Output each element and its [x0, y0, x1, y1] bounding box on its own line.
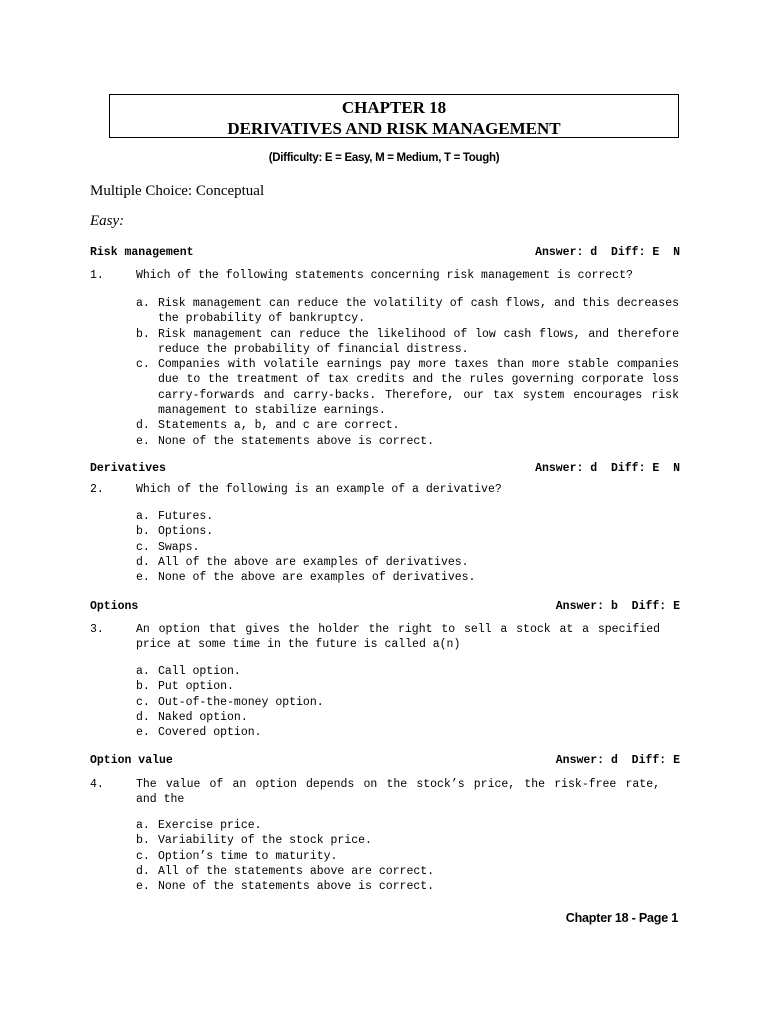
option-text: None of the statements above is correct.: [158, 434, 435, 448]
option-letter: a.: [136, 819, 150, 832]
option-text: Risk management can reduce the likelihood of low cash flows, and therefore reduce the probability of financial distress.: [158, 327, 679, 356]
option-letter: c.: [136, 540, 150, 554]
option-letter: e.: [136, 571, 150, 585]
option-list: [136, 296, 679, 449]
option-item: [136, 818, 679, 833]
option-letter: e.: [136, 726, 150, 740]
page-footer: Chapter 18 - Page 1: [565, 911, 678, 925]
option-letter: d.: [136, 710, 150, 724]
question-topic: Option value: [90, 754, 173, 767]
option-text: None of the statements above is correct.: [158, 880, 435, 894]
difficulty-legend: (Difficulty: E = Easy, M = Medium, T = Tough): [268, 152, 500, 164]
option-text: Naked option.: [158, 710, 248, 724]
option-text: Swaps.: [158, 540, 200, 554]
question-text: An option that gives the holder the right to sell a stock at a specified price at some time in the future is called a(n): [136, 623, 660, 652]
option-text: All of the above are examples of derivatives.: [158, 555, 469, 569]
option-item: [136, 555, 679, 570]
option-item: [136, 524, 679, 539]
option-item: [136, 418, 679, 433]
option-letter: d.: [136, 555, 150, 569]
option-letter: c.: [136, 849, 150, 863]
option-text: Call option.: [158, 665, 241, 678]
question-text: Which of the following is an example of a derivative?: [136, 483, 502, 496]
chapter-number: CHAPTER 18: [341, 98, 447, 117]
question-number: 3.: [90, 623, 104, 636]
question-text: Which of the following statements concerning risk management is correct?: [136, 269, 633, 282]
option-list: [136, 664, 679, 740]
option-letter: b.: [136, 680, 150, 694]
option-list: [136, 509, 679, 585]
option-letter: c.: [136, 695, 150, 709]
option-item: [136, 864, 679, 879]
question-topic: Derivatives: [90, 462, 166, 475]
option-letter: a.: [136, 297, 150, 310]
section-title: Multiple Choice: Conceptual: [90, 183, 265, 199]
option-item: [136, 833, 679, 848]
option-text: Put option.: [158, 680, 234, 694]
option-letter: e.: [136, 434, 150, 448]
option-text: Out-of-the-money option.: [158, 695, 324, 709]
question-number: 4.: [90, 778, 104, 791]
option-item: [136, 296, 679, 327]
question-text: The value of an option depends on the stock’s price, the risk-free rate, and the: [136, 778, 660, 807]
answer-key: Answer: b Diff: E: [555, 600, 680, 613]
question-number: 2.: [90, 483, 104, 496]
option-item: [136, 679, 679, 694]
option-item: [136, 710, 679, 725]
question-topic: Risk management: [90, 246, 194, 259]
option-item: [136, 695, 679, 710]
chapter-title: DERIVATIVES AND RISK MANAGEMENT: [227, 119, 561, 138]
option-letter: d.: [136, 419, 150, 433]
option-item: [136, 725, 679, 740]
option-text: Futures.: [158, 510, 214, 523]
option-letter: a.: [136, 665, 150, 678]
option-item: [136, 664, 679, 679]
option-letter: e.: [136, 880, 150, 894]
option-text: Statements a, b, and c are correct.: [158, 419, 400, 433]
option-text: All of the statements above are correct.: [158, 864, 435, 878]
option-item: [136, 540, 679, 555]
option-text: Covered option.: [158, 726, 262, 740]
subsection-title: Easy:: [90, 213, 125, 229]
option-item: [136, 509, 679, 524]
option-letter: d.: [136, 864, 150, 878]
option-text: Exercise price.: [158, 819, 262, 832]
option-text: Companies with volatile earnings pay more taxes than more stable companies due to the treatment of tax credits and the rules governing corporate loss carry-forwards and carry-backs. Therefore, our tax system encourages risk management to stabilize earnings.: [158, 358, 679, 418]
answer-key: Answer: d Diff: E N: [535, 462, 680, 475]
option-item: [136, 357, 679, 418]
option-letter: b.: [136, 834, 150, 848]
option-letter: b.: [136, 327, 150, 341]
option-letter: c.: [136, 358, 150, 372]
answer-key: Answer: d Diff: E N: [535, 246, 680, 259]
answer-key: Answer: d Diff: E: [555, 754, 680, 767]
option-item: [136, 327, 679, 358]
option-letter: a.: [136, 510, 150, 523]
option-list: [136, 818, 679, 894]
option-item: [136, 434, 679, 449]
question-number: 1.: [90, 269, 104, 282]
option-item: [136, 879, 679, 894]
option-text: None of the above are examples of derivatives.: [158, 571, 476, 585]
option-text: Risk management can reduce the volatility of cash flows, and this decreases the probability of bankruptcy.: [158, 297, 679, 326]
option-item: [136, 849, 679, 864]
option-text: Option’s time to maturity.: [158, 849, 338, 863]
question-topic: Options: [90, 600, 139, 613]
option-text: Variability of the stock price.: [158, 834, 372, 848]
option-text: Options.: [158, 525, 214, 539]
chapter-title-box: [109, 94, 679, 138]
option-item: [136, 570, 679, 585]
option-letter: b.: [136, 525, 150, 539]
